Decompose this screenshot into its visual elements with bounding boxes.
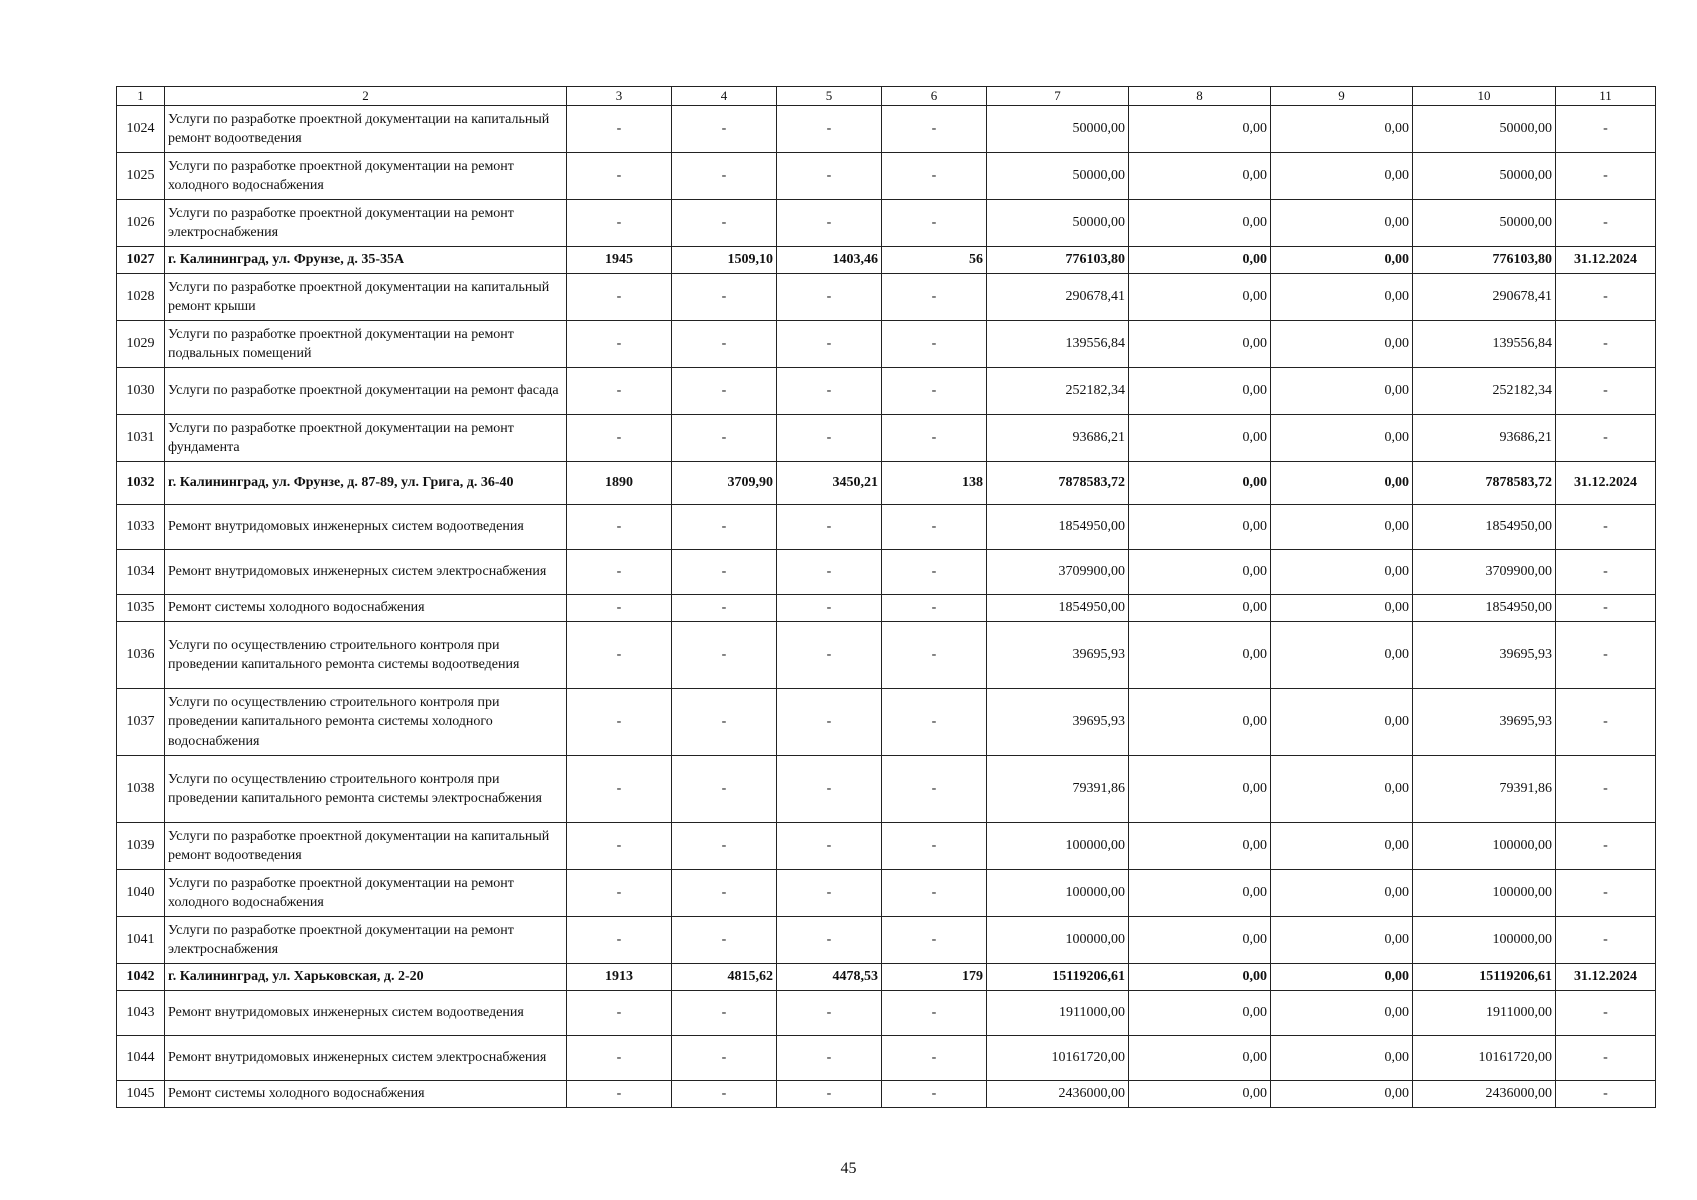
description-cell: Ремонт системы холодного водоснабжения: [165, 1081, 567, 1108]
col7-cell: 252182,34: [987, 368, 1129, 415]
description-cell: Услуги по разработке проектной документации на капитальный ремонт водоотведения: [165, 823, 567, 870]
col6-cell: -: [882, 153, 987, 200]
description-cell: Услуги по осуществлению строительного контроля при проведении капитального ремонта системы водоотведения: [165, 622, 567, 689]
row-number: 1024: [117, 106, 165, 153]
col3-cell: 1945: [567, 247, 672, 274]
col4-cell: -: [672, 415, 777, 462]
col3-cell: 1890: [567, 462, 672, 505]
col9-cell: 0,00: [1271, 1036, 1413, 1081]
col5-cell: -: [777, 153, 882, 200]
col4-cell: -: [672, 917, 777, 964]
col9-cell: 0,00: [1271, 622, 1413, 689]
col3-cell: -: [567, 756, 672, 823]
col8-cell: 0,00: [1129, 106, 1271, 153]
col9-cell: 0,00: [1271, 991, 1413, 1036]
col9-cell: 0,00: [1271, 689, 1413, 756]
table-row: [117, 917, 1656, 964]
col4-cell: -: [672, 274, 777, 321]
col10-cell: 252182,34: [1413, 368, 1556, 415]
col6-cell: -: [882, 1036, 987, 1081]
col3-cell: -: [567, 1036, 672, 1081]
column-number-header-row: [117, 87, 1656, 106]
col7-cell: 39695,93: [987, 689, 1129, 756]
col7-cell: 39695,93: [987, 622, 1129, 689]
description-cell: Услуги по осуществлению строительного контроля при проведении капитального ремонта системы холодного водоснабжения: [165, 689, 567, 756]
col5-cell: 3450,21: [777, 462, 882, 505]
col10-cell: 290678,41: [1413, 274, 1556, 321]
col10-cell: 10161720,00: [1413, 1036, 1556, 1081]
row-number: 1031: [117, 415, 165, 462]
col11-cell: -: [1556, 595, 1656, 622]
col9-cell: 0,00: [1271, 415, 1413, 462]
col9-cell: 0,00: [1271, 823, 1413, 870]
col6-cell: -: [882, 1081, 987, 1108]
col4-cell: -: [672, 689, 777, 756]
col6-cell: -: [882, 689, 987, 756]
col11-cell: -: [1556, 274, 1656, 321]
col10-cell: 39695,93: [1413, 622, 1556, 689]
col9-cell: 0,00: [1271, 200, 1413, 247]
col3-cell: -: [567, 689, 672, 756]
col10-cell: 2436000,00: [1413, 1081, 1556, 1108]
col8-cell: 0,00: [1129, 689, 1271, 756]
description-cell: Услуги по разработке проектной документации на ремонт фасада: [165, 368, 567, 415]
col6-cell: -: [882, 550, 987, 595]
col4-cell: -: [672, 550, 777, 595]
col8-cell: 0,00: [1129, 756, 1271, 823]
col8-cell: 0,00: [1129, 917, 1271, 964]
col11-cell: -: [1556, 106, 1656, 153]
table-row: [117, 274, 1656, 321]
row-number: 1025: [117, 153, 165, 200]
table-row: [117, 689, 1656, 756]
description-cell: Услуги по разработке проектной документации на ремонт электроснабжения: [165, 200, 567, 247]
col7-cell: 2436000,00: [987, 1081, 1129, 1108]
col8-cell: 0,00: [1129, 823, 1271, 870]
table-row: [117, 321, 1656, 368]
col5-cell: -: [777, 689, 882, 756]
description-cell: Ремонт внутридомовых инженерных систем водоотведения: [165, 505, 567, 550]
col10-cell: 1854950,00: [1413, 505, 1556, 550]
col11-cell: -: [1556, 917, 1656, 964]
row-number: 1036: [117, 622, 165, 689]
col3-cell: -: [567, 1081, 672, 1108]
col7-cell: 50000,00: [987, 153, 1129, 200]
col5-cell: -: [777, 823, 882, 870]
row-number: 1038: [117, 756, 165, 823]
description-cell: Услуги по разработке проектной документации на ремонт холодного водоснабжения: [165, 870, 567, 917]
col9-cell: 0,00: [1271, 368, 1413, 415]
col9-cell: 0,00: [1271, 274, 1413, 321]
col9-cell: 0,00: [1271, 964, 1413, 991]
col10-cell: 1911000,00: [1413, 991, 1556, 1036]
table-row: [117, 964, 1656, 991]
description-cell: Ремонт системы холодного водоснабжения: [165, 595, 567, 622]
table-row: [117, 153, 1656, 200]
col5-cell: 1403,46: [777, 247, 882, 274]
col7-cell: 100000,00: [987, 823, 1129, 870]
table-row: [117, 247, 1656, 274]
col5-cell: -: [777, 550, 882, 595]
table-row: [117, 1036, 1656, 1081]
page-number: 45: [840, 1160, 857, 1177]
col6-cell: -: [882, 368, 987, 415]
col10-cell: 50000,00: [1413, 106, 1556, 153]
col9-cell: 0,00: [1271, 505, 1413, 550]
description-cell: Услуги по разработке проектной документации на капитальный ремонт водоотведения: [165, 106, 567, 153]
col3-cell: -: [567, 106, 672, 153]
col5-cell: -: [777, 106, 882, 153]
col11-cell: -: [1556, 1081, 1656, 1108]
col8-cell: 0,00: [1129, 991, 1271, 1036]
row-number: 1034: [117, 550, 165, 595]
col5-cell: -: [777, 321, 882, 368]
col9-cell: 0,00: [1271, 247, 1413, 274]
col6-cell: 56: [882, 247, 987, 274]
description-cell: Услуги по разработке проектной документации на ремонт холодного водоснабжения: [165, 153, 567, 200]
col7-cell: 93686,21: [987, 415, 1129, 462]
table-row: [117, 368, 1656, 415]
column-number-7: 7: [987, 87, 1129, 106]
row-number: 1035: [117, 595, 165, 622]
col6-cell: -: [882, 595, 987, 622]
col7-cell: 50000,00: [987, 200, 1129, 247]
table-row: [117, 991, 1656, 1036]
table-row: [117, 756, 1656, 823]
col3-cell: -: [567, 991, 672, 1036]
table-row: [117, 823, 1656, 870]
row-number: 1026: [117, 200, 165, 247]
table-row: [117, 415, 1656, 462]
col11-cell: -: [1556, 689, 1656, 756]
column-number-8: 8: [1129, 87, 1271, 106]
col4-cell: -: [672, 756, 777, 823]
row-number: 1041: [117, 917, 165, 964]
col10-cell: 3709900,00: [1413, 550, 1556, 595]
col5-cell: 4478,53: [777, 964, 882, 991]
row-number: 1037: [117, 689, 165, 756]
row-number: 1027: [117, 247, 165, 274]
col3-cell: 1913: [567, 964, 672, 991]
col5-cell: -: [777, 200, 882, 247]
col8-cell: 0,00: [1129, 622, 1271, 689]
col11-cell: 31.12.2024: [1556, 964, 1656, 991]
col5-cell: -: [777, 870, 882, 917]
col10-cell: 93686,21: [1413, 415, 1556, 462]
column-number-6: 6: [882, 87, 987, 106]
col8-cell: 0,00: [1129, 964, 1271, 991]
col5-cell: -: [777, 274, 882, 321]
col9-cell: 0,00: [1271, 870, 1413, 917]
col11-cell: -: [1556, 870, 1656, 917]
col9-cell: 0,00: [1271, 595, 1413, 622]
col11-cell: -: [1556, 991, 1656, 1036]
col6-cell: -: [882, 917, 987, 964]
col8-cell: 0,00: [1129, 1036, 1271, 1081]
description-cell: Ремонт внутридомовых инженерных систем водоотведения: [165, 991, 567, 1036]
row-number: 1043: [117, 991, 165, 1036]
description-cell: Услуги по осуществлению строительного контроля при проведении капитального ремонта системы электроснабжения: [165, 756, 567, 823]
col3-cell: -: [567, 368, 672, 415]
col11-cell: -: [1556, 153, 1656, 200]
row-number: 1029: [117, 321, 165, 368]
col8-cell: 0,00: [1129, 595, 1271, 622]
col11-cell: -: [1556, 1036, 1656, 1081]
col7-cell: 1854950,00: [987, 595, 1129, 622]
col3-cell: -: [567, 823, 672, 870]
table-row: [117, 106, 1656, 153]
col8-cell: 0,00: [1129, 247, 1271, 274]
col11-cell: -: [1556, 505, 1656, 550]
col6-cell: -: [882, 415, 987, 462]
col4-cell: -: [672, 505, 777, 550]
col3-cell: -: [567, 153, 672, 200]
col10-cell: 39695,93: [1413, 689, 1556, 756]
col11-cell: -: [1556, 550, 1656, 595]
col7-cell: 139556,84: [987, 321, 1129, 368]
col11-cell: -: [1556, 321, 1656, 368]
col11-cell: 31.12.2024: [1556, 247, 1656, 274]
col10-cell: 776103,80: [1413, 247, 1556, 274]
col6-cell: -: [882, 505, 987, 550]
col5-cell: -: [777, 1081, 882, 1108]
col5-cell: -: [777, 991, 882, 1036]
col9-cell: 0,00: [1271, 1081, 1413, 1108]
col10-cell: 139556,84: [1413, 321, 1556, 368]
col7-cell: 100000,00: [987, 870, 1129, 917]
description-cell: г. Калининград, ул. Харьковская, д. 2-20: [165, 964, 567, 991]
col9-cell: 0,00: [1271, 106, 1413, 153]
table-row: [117, 870, 1656, 917]
table-row: [117, 550, 1656, 595]
col11-cell: -: [1556, 200, 1656, 247]
col10-cell: 79391,86: [1413, 756, 1556, 823]
col4-cell: -: [672, 870, 777, 917]
col5-cell: -: [777, 368, 882, 415]
col9-cell: 0,00: [1271, 756, 1413, 823]
col9-cell: 0,00: [1271, 321, 1413, 368]
col6-cell: -: [882, 622, 987, 689]
col5-cell: -: [777, 756, 882, 823]
col6-cell: -: [882, 200, 987, 247]
table-row: [117, 200, 1656, 247]
program-table: [116, 86, 1656, 1108]
col4-cell: -: [672, 106, 777, 153]
col3-cell: -: [567, 917, 672, 964]
col6-cell: -: [882, 991, 987, 1036]
col3-cell: -: [567, 200, 672, 247]
col7-cell: 10161720,00: [987, 1036, 1129, 1081]
row-number: 1045: [117, 1081, 165, 1108]
col8-cell: 0,00: [1129, 368, 1271, 415]
description-cell: г. Калининград, ул. Фрунзе, д. 87-89, ул. Грига, д. 36-40: [165, 462, 567, 505]
column-number-9: 9: [1271, 87, 1413, 106]
col10-cell: 100000,00: [1413, 870, 1556, 917]
col6-cell: -: [882, 756, 987, 823]
row-number: 1032: [117, 462, 165, 505]
col7-cell: 7878583,72: [987, 462, 1129, 505]
col3-cell: -: [567, 505, 672, 550]
description-cell: г. Калининград, ул. Фрунзе, д. 35-35А: [165, 247, 567, 274]
col10-cell: 7878583,72: [1413, 462, 1556, 505]
row-number: 1030: [117, 368, 165, 415]
col4-cell: 4815,62: [672, 964, 777, 991]
col6-cell: -: [882, 321, 987, 368]
col8-cell: 0,00: [1129, 415, 1271, 462]
col7-cell: 290678,41: [987, 274, 1129, 321]
col7-cell: 100000,00: [987, 917, 1129, 964]
col7-cell: 3709900,00: [987, 550, 1129, 595]
table-row: [117, 622, 1656, 689]
col11-cell: -: [1556, 823, 1656, 870]
col4-cell: 1509,10: [672, 247, 777, 274]
column-number-11: 11: [1556, 87, 1656, 106]
col11-cell: -: [1556, 622, 1656, 689]
table-row: [117, 462, 1656, 505]
table-body: [117, 87, 1656, 1108]
description-cell: Услуги по разработке проектной документации на ремонт подвальных помещений: [165, 321, 567, 368]
col10-cell: 15119206,61: [1413, 964, 1556, 991]
row-number: 1039: [117, 823, 165, 870]
table-row: [117, 505, 1656, 550]
column-number-5: 5: [777, 87, 882, 106]
col8-cell: 0,00: [1129, 505, 1271, 550]
col3-cell: -: [567, 321, 672, 368]
col9-cell: 0,00: [1271, 550, 1413, 595]
col8-cell: 0,00: [1129, 1081, 1271, 1108]
col10-cell: 100000,00: [1413, 823, 1556, 870]
col8-cell: 0,00: [1129, 870, 1271, 917]
col4-cell: -: [672, 595, 777, 622]
col7-cell: 50000,00: [987, 106, 1129, 153]
col3-cell: -: [567, 870, 672, 917]
col8-cell: 0,00: [1129, 462, 1271, 505]
description-cell: Услуги по разработке проектной документации на капитальный ремонт крыши: [165, 274, 567, 321]
row-number: 1042: [117, 964, 165, 991]
col8-cell: 0,00: [1129, 550, 1271, 595]
col10-cell: 100000,00: [1413, 917, 1556, 964]
col3-cell: -: [567, 415, 672, 462]
col4-cell: -: [672, 991, 777, 1036]
description-cell: Услуги по разработке проектной документации на ремонт электроснабжения: [165, 917, 567, 964]
col4-cell: -: [672, 321, 777, 368]
row-number: 1040: [117, 870, 165, 917]
col8-cell: 0,00: [1129, 200, 1271, 247]
col7-cell: 1911000,00: [987, 991, 1129, 1036]
col5-cell: -: [777, 917, 882, 964]
col9-cell: 0,00: [1271, 917, 1413, 964]
col4-cell: -: [672, 368, 777, 415]
col7-cell: 15119206,61: [987, 964, 1129, 991]
col10-cell: 50000,00: [1413, 200, 1556, 247]
col4-cell: -: [672, 1036, 777, 1081]
col5-cell: -: [777, 622, 882, 689]
row-number: 1028: [117, 274, 165, 321]
row-number: 1044: [117, 1036, 165, 1081]
col6-cell: -: [882, 274, 987, 321]
col5-cell: -: [777, 505, 882, 550]
row-number: 1033: [117, 505, 165, 550]
col4-cell: -: [672, 200, 777, 247]
col5-cell: -: [777, 595, 882, 622]
col4-cell: 3709,90: [672, 462, 777, 505]
col3-cell: -: [567, 595, 672, 622]
col6-cell: 179: [882, 964, 987, 991]
col11-cell: -: [1556, 415, 1656, 462]
col3-cell: -: [567, 622, 672, 689]
col11-cell: -: [1556, 756, 1656, 823]
col9-cell: 0,00: [1271, 462, 1413, 505]
col5-cell: -: [777, 415, 882, 462]
col6-cell: -: [882, 823, 987, 870]
col3-cell: -: [567, 274, 672, 321]
col6-cell: 138: [882, 462, 987, 505]
col10-cell: 1854950,00: [1413, 595, 1556, 622]
col10-cell: 50000,00: [1413, 153, 1556, 200]
column-number-10: 10: [1413, 87, 1556, 106]
col8-cell: 0,00: [1129, 274, 1271, 321]
col7-cell: 1854950,00: [987, 505, 1129, 550]
col7-cell: 79391,86: [987, 756, 1129, 823]
description-cell: Ремонт внутридомовых инженерных систем электроснабжения: [165, 550, 567, 595]
col8-cell: 0,00: [1129, 321, 1271, 368]
col11-cell: 31.12.2024: [1556, 462, 1656, 505]
col6-cell: -: [882, 870, 987, 917]
col11-cell: -: [1556, 368, 1656, 415]
col4-cell: -: [672, 1081, 777, 1108]
column-number-1: 1: [117, 87, 165, 106]
col4-cell: -: [672, 153, 777, 200]
column-number-4: 4: [672, 87, 777, 106]
col4-cell: -: [672, 823, 777, 870]
col7-cell: 776103,80: [987, 247, 1129, 274]
column-number-2: 2: [165, 87, 567, 106]
col9-cell: 0,00: [1271, 153, 1413, 200]
col4-cell: -: [672, 622, 777, 689]
description-cell: Ремонт внутридомовых инженерных систем электроснабжения: [165, 1036, 567, 1081]
col6-cell: -: [882, 106, 987, 153]
column-number-3: 3: [567, 87, 672, 106]
description-cell: Услуги по разработке проектной документации на ремонт фундамента: [165, 415, 567, 462]
col8-cell: 0,00: [1129, 153, 1271, 200]
table-row: [117, 595, 1656, 622]
col3-cell: -: [567, 550, 672, 595]
table-row: [117, 1081, 1656, 1108]
col5-cell: -: [777, 1036, 882, 1081]
